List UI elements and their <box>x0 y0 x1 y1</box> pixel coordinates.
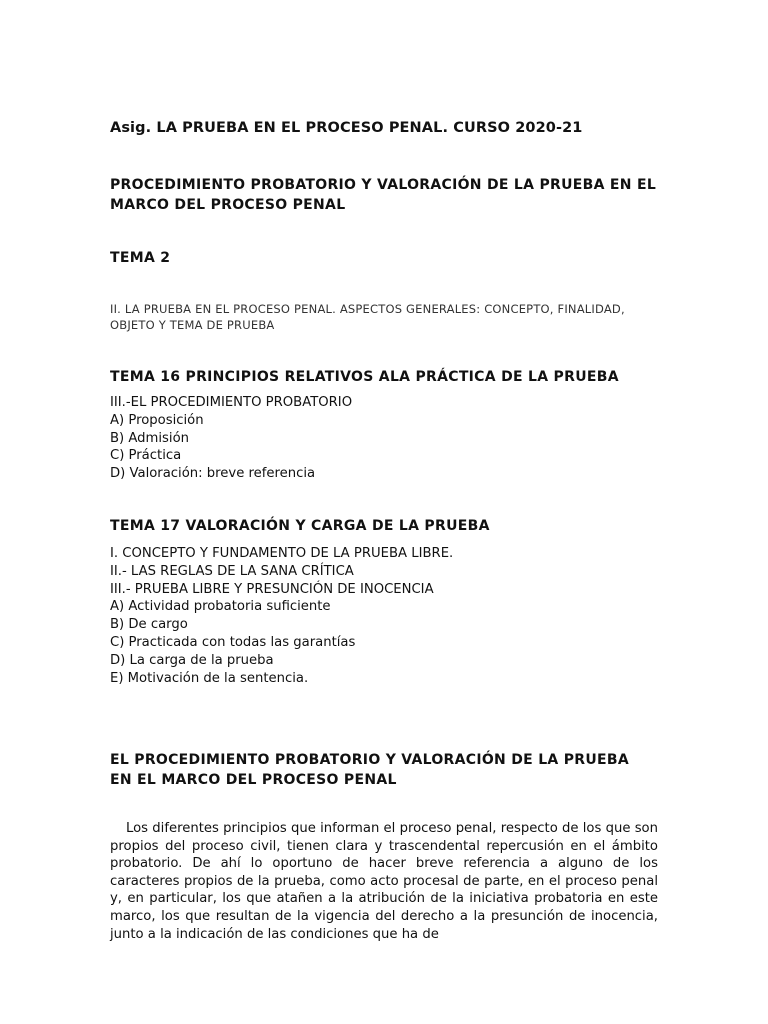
list-item: III.-EL PROCEDIMIENTO PROBATORIO <box>110 395 353 410</box>
list-item: III.- PRUEBA LIBRE Y PRESUNCIÓN DE INOCENCIA <box>110 581 434 597</box>
body-paragraph: Los diferentes principios que informan el proceso penal, respecto de los que son propios del proceso civil, tienen clara y trascendental repercusión en el ámbito probatorio. De ahí lo oportuno de hacer breve referencia a alguno de los caracteres propios de la prueba, como acto procesal de parte, en el proceso penal y, en particular, los que atañen a la atribución de la iniciativa probatoria en este marco, los que resultan de la vigencia del derecho a la presunción de inocencia, junto a la indicación de las condiciones que ha de <box>110 821 658 942</box>
list-item: D) La carga de la prueba <box>110 652 274 668</box>
list-item: A) Actividad probatoria suficiente <box>110 599 331 615</box>
list-item: I. CONCEPTO Y FUNDAMENTO DE LA PRUEBA LIBRE. <box>110 546 454 561</box>
tema-17-list <box>110 545 658 687</box>
course-title: Asig. LA PRUEBA EN EL PROCESO PENAL. CURSO 2020-21 <box>110 120 583 136</box>
document-title: PROCEDIMIENTO PROBATORIO Y VALORACIÓN DE LA PRUEBA EN EL MARCO DEL PROCESO PENAL <box>110 177 657 213</box>
list-item: C) Práctica <box>110 448 182 464</box>
list-item: B) De cargo <box>110 617 188 633</box>
list-item: B) Admisión <box>110 430 190 446</box>
list-item: E) Motivación de la sentencia. <box>110 670 309 686</box>
list-item: C) Practicada con todas las garantías <box>110 634 356 650</box>
tema-17-heading: TEMA 17 VALORACIÓN Y CARGA DE LA PRUEBA <box>110 518 490 534</box>
section-heading: EL PROCEDIMIENTO PROBATORIO Y VALORACIÓN DE LA PRUEBA EN EL MARCO DEL PROCESO PENAL <box>110 752 630 788</box>
document-page <box>110 0 658 1024</box>
tema-2-subtitle: II. LA PRUEBA EN EL PROCESO PENAL. ASPECTOS GENERALES: CONCEPTO, FINALIDAD, OBJETO Y TEMA DE PRUEBA <box>110 302 625 332</box>
list-item: D) Valoración: breve referencia <box>110 466 316 482</box>
list-item: II.- LAS REGLAS DE LA SANA CRÍTICA <box>110 563 354 579</box>
tema-2-heading: TEMA 2 <box>110 250 171 266</box>
tema-16-list <box>110 394 658 483</box>
list-item: A) Proposición <box>110 412 204 428</box>
tema-16-heading: TEMA 16 PRINCIPIOS RELATIVOS ALA PRÁCTICA DE LA PRUEBA <box>110 369 619 385</box>
